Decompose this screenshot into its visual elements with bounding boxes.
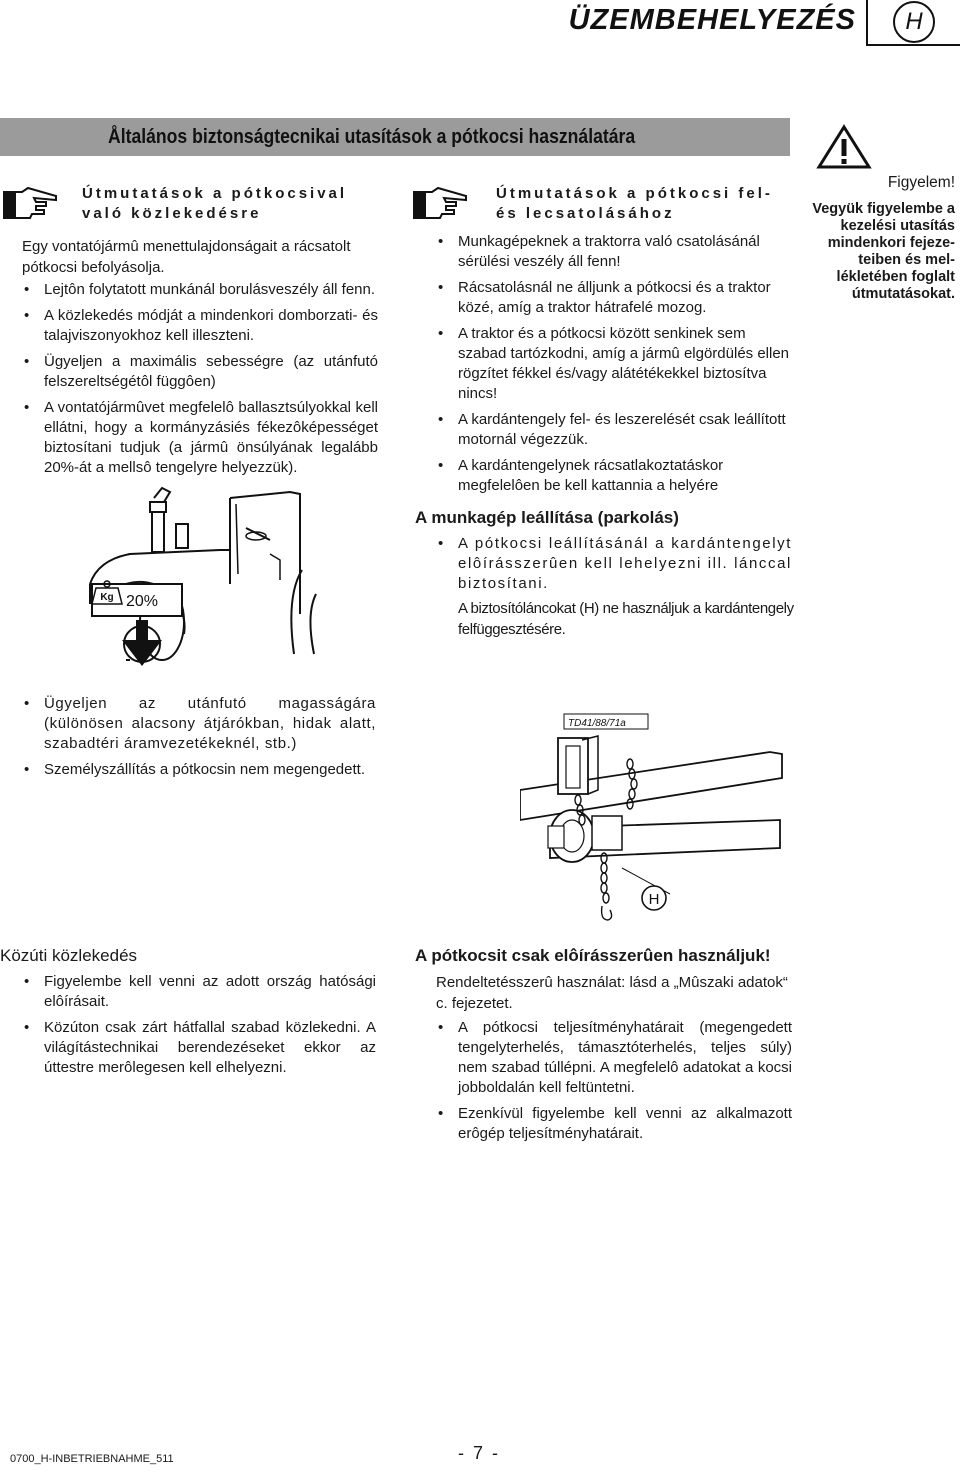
parking-heading: A munkagép leállítása (parkolás) [415, 508, 679, 527]
warning-triangle-icon [816, 124, 872, 170]
side-note-title: Figyelem! [887, 174, 955, 191]
tractor-ballast-illustration [70, 484, 320, 672]
middle-section-heading: Útmutatások a pótkocsi fel- és lecsatolásához [496, 185, 773, 222]
document-code: 0700_H-INBETRIEBNAHME_511 [10, 1453, 174, 1465]
safety-chain-illustration [520, 708, 790, 928]
usage-bullets [436, 1018, 792, 1150]
left-bullets [22, 280, 378, 484]
percent-label: 20% [126, 593, 159, 610]
pointing-hand-icon [2, 186, 58, 220]
figure-ref: TD41/88/71a [568, 718, 626, 729]
banner-title: Åltalános biztonságtecnikai utasítások a pótkocsi használatára [108, 125, 636, 148]
list-item: • Munkagépeknek a traktorra való csatolásánál sérülési veszély áll fenn! [436, 232, 792, 272]
list-item: • A közlekedés módját a mindenkori domborzati- és talajviszonyokhoz kell illeszteni. [22, 306, 378, 346]
list-item: • A pótkocsi leállításánál a kardántengelyt elôírásszerûen kell lehelyezni ill. lánccal biztosítani. [436, 534, 792, 594]
page-section-title: ÜZEMBEHELYEZÉS [568, 4, 856, 36]
list-item: • A kardántengelynek rácsatlakoztatáskor megfelelôen be kell kattannia a helyére [436, 456, 792, 496]
list-item: • A traktor és a pótkocsi között senkinek sem szabad tartózkodni, amíg a jármû elgördülés ellen rögzítet fékkel és/vagy alátétékekkel biztosítva nincs! [436, 324, 792, 404]
left-section [52, 184, 377, 224]
parking-bullets [436, 534, 792, 600]
list-item: • A vontatójármûvet megfelelô ballasztsúlyokkal kell ellátni, hogy a kormányzásiés fékezôképességet biztosítani tudjuk (a jármû önsúlyának legalább 20%-át a mellsô tengelyre helyezzük). [22, 398, 378, 478]
side-note-text: Vegyük figyelembe a kezelési utasítás mindenkori fejeze-teiben és mel-lékletében foglalt útmutatásokat. [812, 201, 955, 302]
language-badge-box [866, 0, 960, 46]
list-item: • Ezenkívül figyelembe kell venni az alkalmazott erôgép teljesítményhatárait. [436, 1104, 792, 1144]
height-bullets [22, 694, 376, 786]
list-item: • A kardántengely fel- és leszerelését csak leállított motornál végezzük. [436, 410, 792, 450]
left-intro: Egy vontatójármû menettulajdonságait a rácsatolt pótkocsi befolyásolja. [22, 238, 351, 276]
list-item: • Rácsatolásnál ne álljunk a pótkocsi és a traktor közé, amíg a traktor hátrafelé mozog. [436, 278, 792, 318]
usage-intro: Rendeltetésszerû használat: lásd a „Mûszaki adatok“ c. fejezetet. [436, 974, 788, 1012]
road-heading: Közúti közlekedés [0, 946, 138, 965]
language-badge: H [893, 1, 935, 43]
list-item: • A pótkocsi teljesítményhatárait (megengedett tengelyterhelés, támasztóterhelés, teljes súly) nem szabad túllépni. A megfelelô adatokat a kocsi jobboldalán kell feltüntetni. [436, 1018, 792, 1098]
pointing-hand-icon [412, 186, 468, 220]
list-item: • Lejtôn folytatott munkánál borulásveszély áll fenn. [22, 280, 378, 300]
parking-note: A biztosítóláncokat (H) ne használjuk a kardántengely felfüggesztésére. [458, 600, 794, 638]
list-item: • Személyszállítás a pótkocsin nem megengedett. [22, 760, 376, 780]
weight-label: Kg [100, 592, 114, 603]
list-item: • Közúton csak zárt hátfallal szabad közlekedni. A világítástechnikai berendezéseket ekkor az úttestre merôlegesen kell elhelyezni. [22, 1018, 376, 1078]
road-bullets [22, 972, 376, 1084]
middle-bullets [436, 232, 792, 502]
list-item: • Figyelembe kell venni az adott ország hatósági elôírásait. [22, 972, 376, 1012]
page-number: - 7 - [458, 1443, 501, 1463]
left-section-heading: Útmutatások a pótkocsival való közlekedésre [82, 185, 348, 222]
figure-label-h: H [648, 891, 660, 908]
section-banner [0, 118, 790, 156]
list-item: • Ügyeljen a maximális sebességre (az utánfutó felszereltségétôl függôen) [22, 352, 378, 392]
list-item: • Ügyeljen az utánfutó magasságára (különösen alacsony átjárókban, hidak alatt, szabadtéri áramvezetékeknél, stb.) [22, 694, 376, 754]
usage-heading: A pótkocsit csak elôírásszerûen használjuk! [415, 946, 771, 965]
